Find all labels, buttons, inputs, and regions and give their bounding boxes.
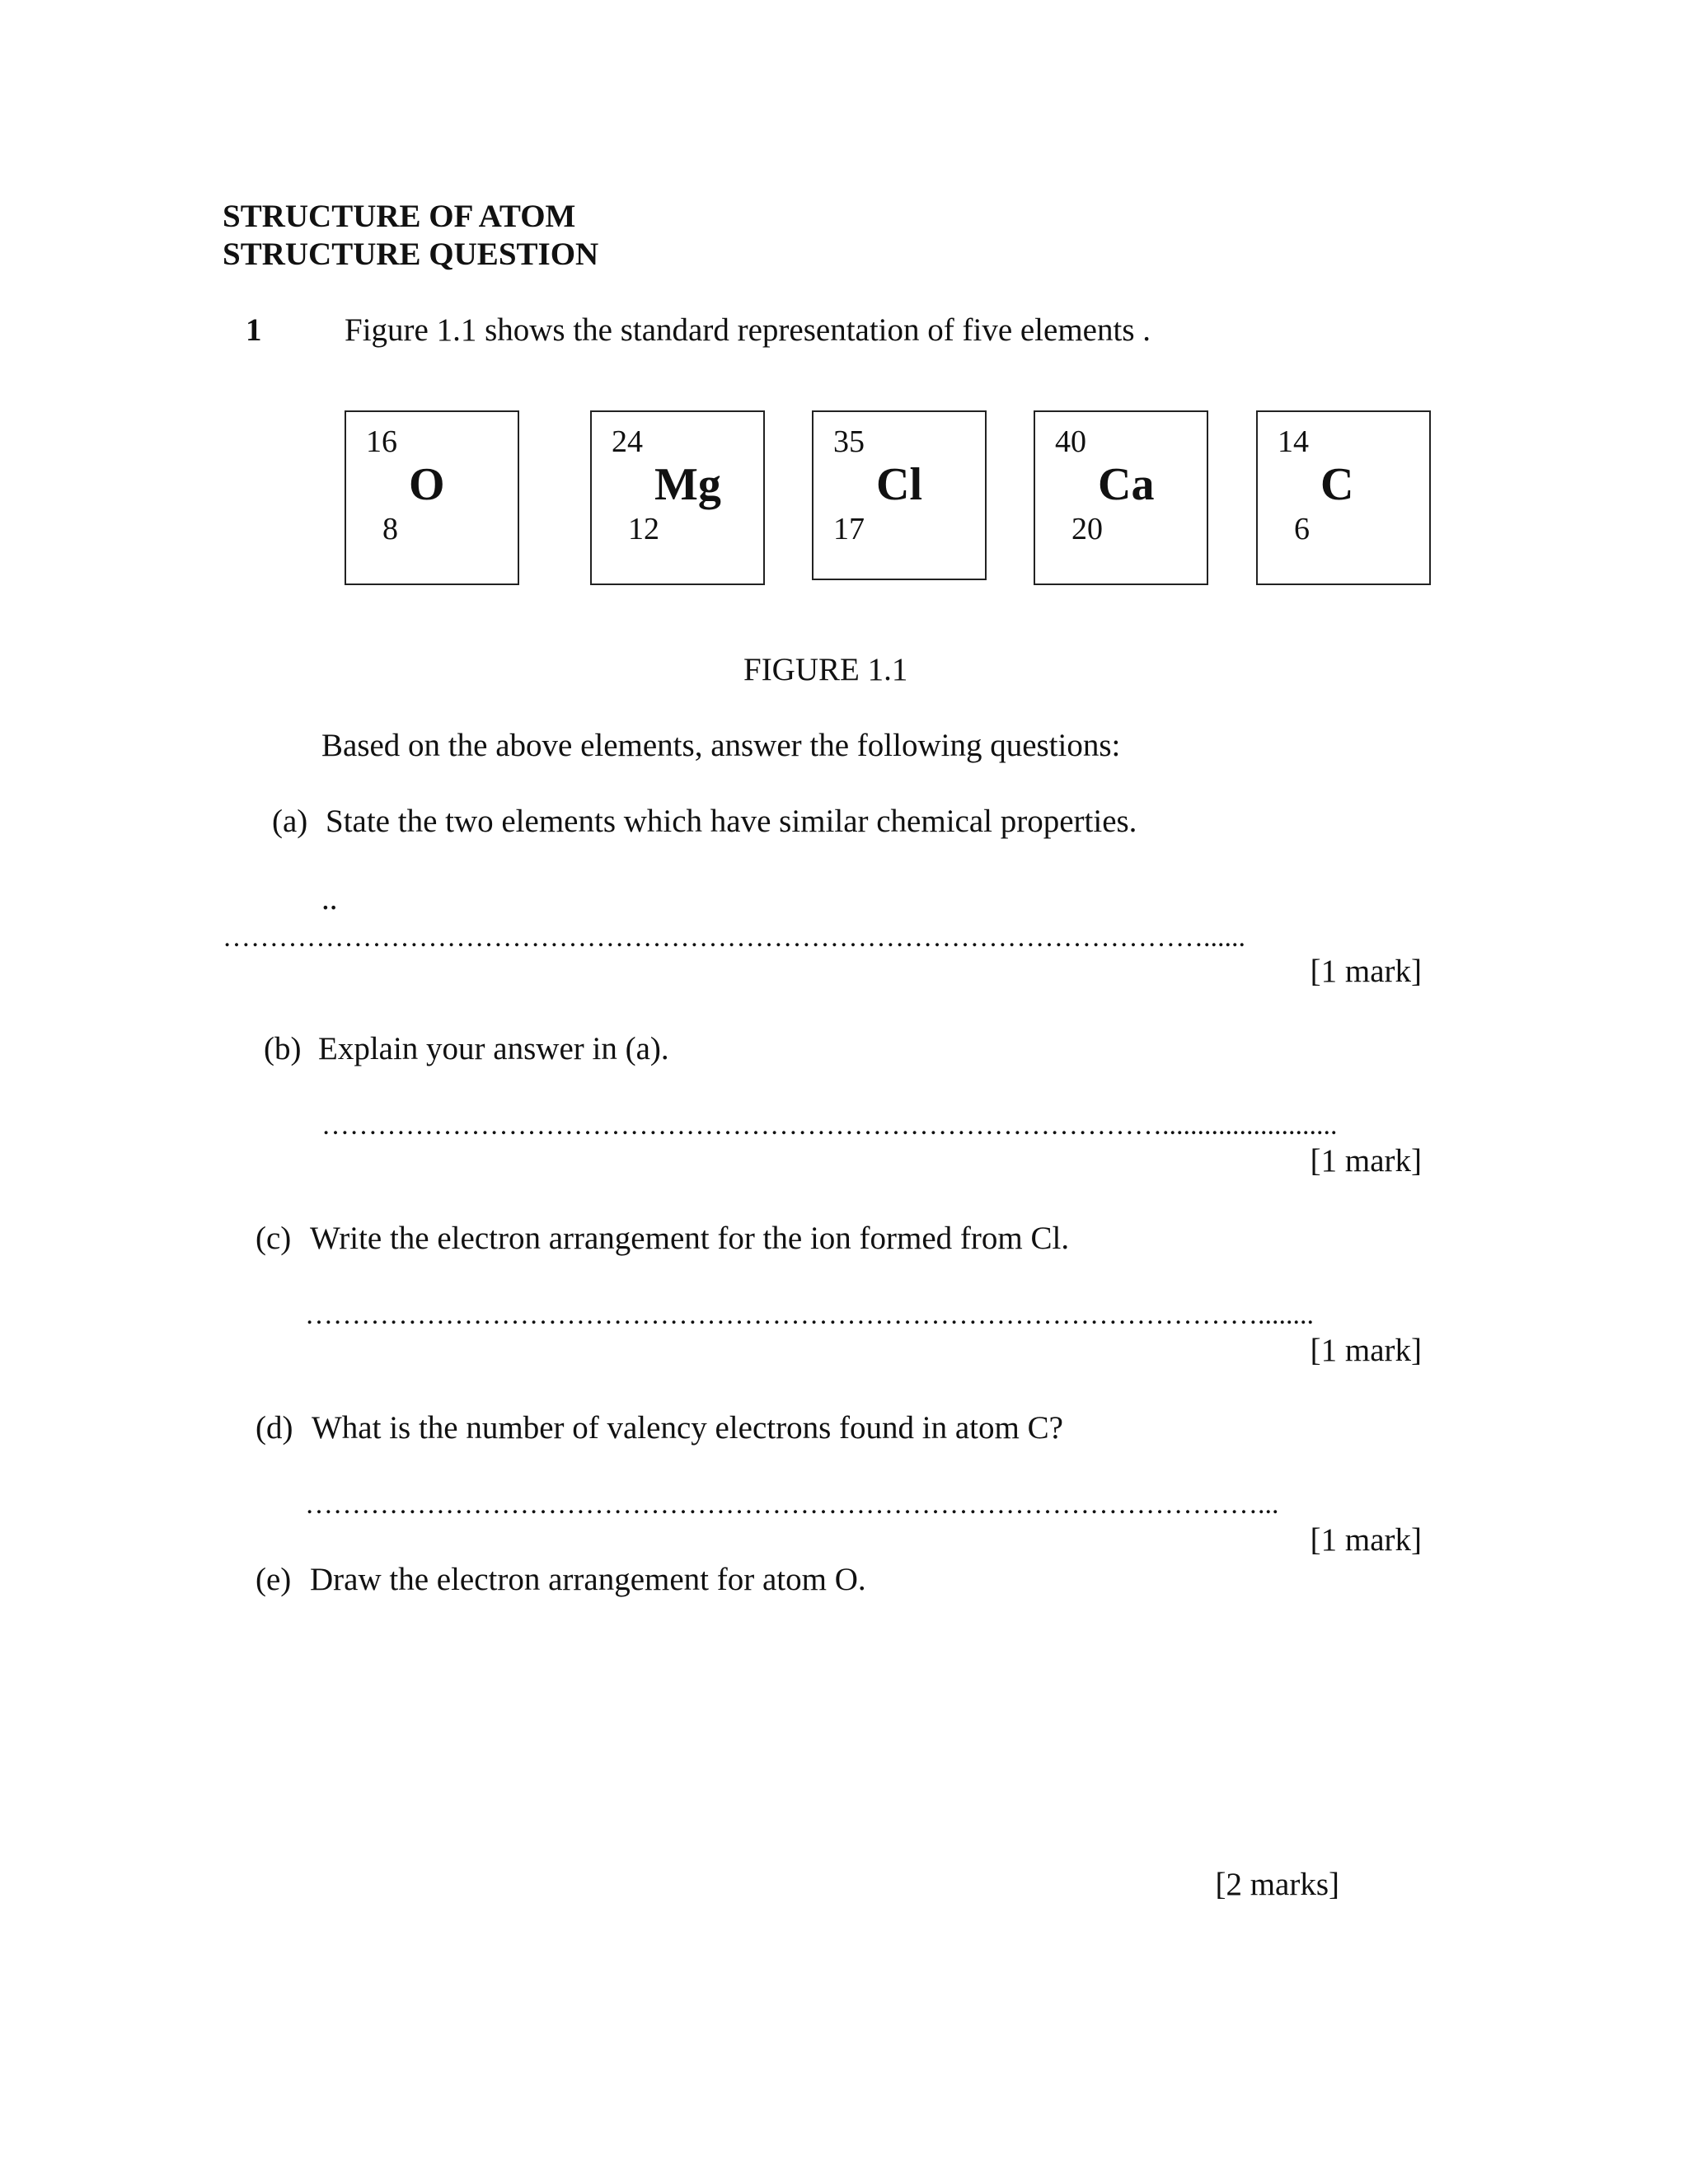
part-d-answer-line[interactable]: …………………………………………………………………………………………...: [305, 1489, 1279, 1520]
mass-number: 14: [1278, 424, 1309, 459]
proton-number: 20: [1071, 512, 1103, 546]
element-box-magnesium: [590, 410, 765, 585]
part-c-marks: [1 mark]: [1310, 1333, 1422, 1368]
part-b-marks: [1 mark]: [1310, 1143, 1422, 1179]
element-symbol: Ca: [1098, 459, 1155, 510]
instruction-text: Based on the above elements, answer the following questions:: [321, 728, 1121, 763]
part-c-question: Write the electron arrangement for the ion formed from Cl.: [310, 1221, 1070, 1256]
element-symbol: Cl: [876, 459, 922, 510]
part-a-question: State the two elements which have similar chemical properties.: [326, 804, 1137, 839]
figure-caption: FIGURE 1.1: [743, 652, 908, 687]
part-a-pre-dots: ..: [321, 881, 338, 916]
element-box-chlorine: [812, 410, 987, 580]
part-e-question: Draw the electron arrangement for atom O.: [310, 1562, 866, 1597]
mass-number: 24: [612, 424, 643, 459]
part-a-answer-line[interactable]: ……………………………………………………………………………………………......: [223, 922, 1245, 953]
element-symbol: Mg: [654, 459, 721, 510]
element-symbol: C: [1320, 459, 1354, 510]
part-c-label: (c): [256, 1221, 292, 1256]
mass-number: 16: [366, 424, 397, 459]
element-box-calcium: [1034, 410, 1208, 585]
mass-number: 35: [833, 424, 865, 459]
element-box-oxygen: [345, 410, 519, 585]
part-e-label: (e): [256, 1562, 292, 1597]
part-d-marks: [1 mark]: [1310, 1522, 1422, 1558]
part-d-question: What is the number of valency electrons found in atom C?: [312, 1410, 1063, 1446]
part-b-question: Explain your answer in (a).: [318, 1031, 669, 1066]
mass-number: 40: [1055, 424, 1086, 459]
title-structure-question: STRUCTURE QUESTION: [223, 237, 599, 272]
element-box-carbon: [1256, 410, 1431, 585]
part-d-label: (d): [256, 1410, 293, 1446]
proton-number: 17: [833, 512, 865, 546]
proton-number: 8: [382, 512, 398, 546]
title-structure-of-atom: STRUCTURE OF ATOM: [223, 199, 576, 234]
part-e-marks: [2 marks]: [1215, 1867, 1339, 1902]
part-e-drawing-area[interactable]: [305, 1615, 1376, 1863]
proton-number: 6: [1294, 512, 1310, 546]
question-intro: Figure 1.1 shows the standard representation of five elements .: [345, 312, 1151, 348]
element-symbol: O: [409, 459, 445, 510]
part-b-answer-line[interactable]: ……………………………………………………………………………….........................: [321, 1110, 1338, 1141]
part-a-marks: [1 mark]: [1310, 954, 1422, 989]
part-a-label: (a): [272, 804, 308, 839]
proton-number: 12: [628, 512, 659, 546]
question-number: 1: [246, 312, 262, 348]
part-c-answer-line[interactable]: …………………………………………………………………………………………........: [305, 1300, 1314, 1330]
part-b-label: (b): [264, 1031, 302, 1066]
